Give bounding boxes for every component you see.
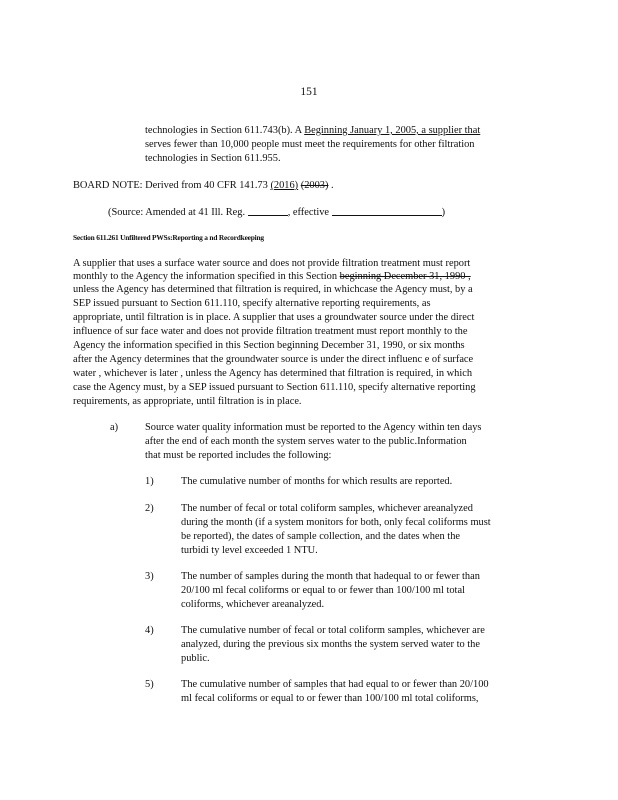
main-para-line-6: influence of sur face water and does not provide filtration treatment must report monthly to the xyxy=(73,326,468,337)
board-note-added-year: (2016) xyxy=(270,180,299,191)
item-2-line-2: during the month (if a system monitors for both, only fecal coliforms must xyxy=(181,517,491,528)
item-5-number: 5) xyxy=(145,679,154,690)
main-para-line-8: after the Agency determines that the groundwater source is under the direct influenc e of surface xyxy=(73,354,474,365)
source-note-suffix: ) xyxy=(441,207,446,218)
source-note-middle: , effective xyxy=(287,207,330,218)
main-para-line-2-text: monthly to the Agency the information specified in this Section xyxy=(73,271,340,282)
source-note xyxy=(108,205,445,219)
subsection-a-line-3: that must be reported includes the following: xyxy=(145,450,332,461)
item-2-number: 2) xyxy=(145,503,154,514)
board-note-prefix: BOARD NOTE: Derived from 40 CFR 141.73 xyxy=(73,180,268,191)
board-note-suffix: . xyxy=(328,180,334,191)
main-para-line-7: Agency the information specified in this Section beginning December 31, 1990, or six months xyxy=(73,340,465,351)
main-para-line-5: appropriate, until filtration is in place. A supplier that uses a groundwater source under the direct xyxy=(73,312,475,323)
intro-inserted-text: Beginning January 1, 2005, a supplier that xyxy=(304,125,481,136)
intro-line-2: serves fewer than 10,000 people must meet the requirements for other filtration xyxy=(145,139,475,150)
item-3-number: 3) xyxy=(145,571,154,582)
main-para-line-9: water , whichever is later , unless the Agency has determined that filtration is required, in which xyxy=(73,368,473,379)
main-para-line-10: case the Agency must, by a SEP issued pursuant to Section 611.110, specify alternative reporting xyxy=(73,382,476,393)
item-4-line-3: public. xyxy=(181,653,210,664)
item-4-number: 4) xyxy=(145,625,154,636)
item-4-line-2: analyzed, during the previous six months the system served water to the xyxy=(181,639,480,650)
item-3-line-1: The number of samples during the month that hadequal to or fewer than xyxy=(181,571,480,582)
main-para-line-4: SEP issued pursuant to Section 611.110, specify alternative reporting requirements, as xyxy=(73,298,431,309)
deleted-date-text: beginning December 31, 1990 , xyxy=(339,271,471,282)
item-3-line-3: coliforms, whichever areanalyzed. xyxy=(181,599,325,610)
intro-line-1-start: technologies in Section 611.743(b). A xyxy=(145,125,303,136)
item-5-line-1: The cumulative number of samples that had equal to or fewer than 20/100 xyxy=(181,679,489,690)
item-3-line-2: 20/100 ml fecal coliforms or equal to or fewer than 100/100 ml total xyxy=(181,585,465,596)
section-heading: Section 611.261 Unfiltered PWSs:Reporting a nd Recordkeeping xyxy=(73,233,264,242)
board-note-deleted-year: (2003) xyxy=(300,180,329,191)
subsection-a-line-2: after the end of each month the system serves water to the public.Information xyxy=(145,436,467,447)
main-para-line-2 xyxy=(73,270,471,283)
main-para-line-11: requirements, as appropriate, until filtration is in place. xyxy=(73,396,302,407)
effective-date-blank xyxy=(332,205,442,216)
board-note xyxy=(73,179,334,192)
item-2-line-4: turbidi ty level exceeded 1 NTU. xyxy=(181,545,318,556)
item-1-line-1: The cumulative number of months for which results are reported. xyxy=(181,476,453,487)
item-5-line-2: ml fecal coliforms or equal to or fewer than 100/100 ml total coliforms, xyxy=(181,693,479,704)
page-number: 151 xyxy=(300,86,318,98)
register-blank xyxy=(248,205,288,216)
item-2-line-3: be reported), the dates of sample collection, and the dates when the xyxy=(181,531,460,542)
source-note-prefix: (Source: Amended at 41 Ill. Reg. xyxy=(108,207,246,218)
subsection-a-line-1: Source water quality information must be reported to the Agency within ten days xyxy=(145,422,482,433)
main-para-line-1: A supplier that uses a surface water source and does not provide filtration treatment must report xyxy=(73,258,471,269)
subsection-a-label: a) xyxy=(110,422,119,433)
intro-line-1 xyxy=(145,124,480,137)
item-4-line-1: The cumulative number of fecal or total coliform samples, whichever are xyxy=(181,625,485,636)
intro-line-3: technologies in Section 611.955. xyxy=(145,153,281,164)
main-para-line-3: unless the Agency has determined that filtration is required, in whichcase the Agency must, by a xyxy=(73,284,473,295)
item-2-line-1: The number of fecal or total coliform samples, whichever areanalyzed xyxy=(181,503,473,514)
item-1-number: 1) xyxy=(145,476,154,487)
